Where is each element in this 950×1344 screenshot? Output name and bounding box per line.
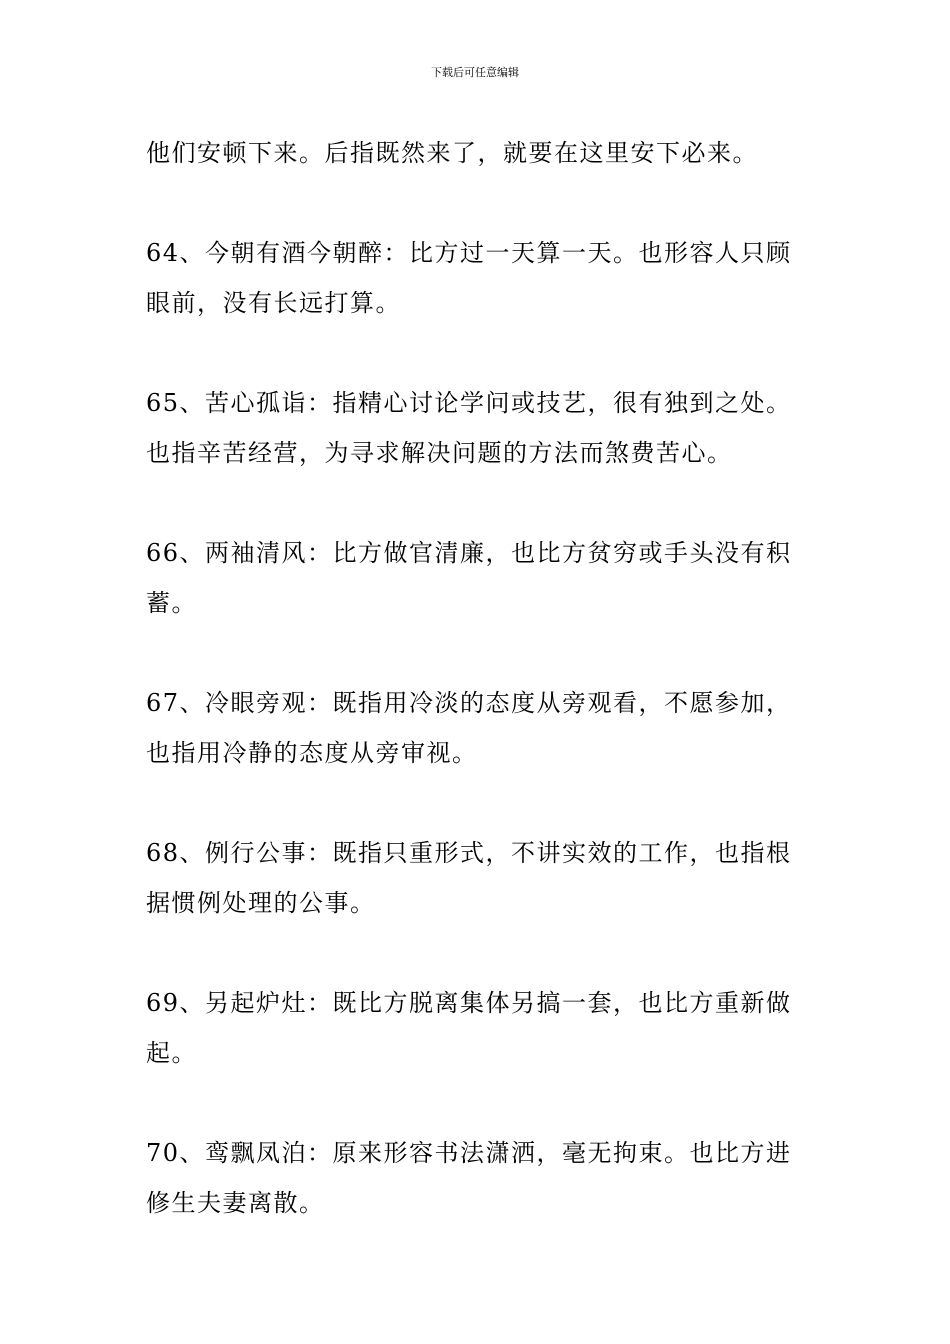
document-body [146,128,816,1278]
text-line: 他们安顿下来。后指既然来了，就要在这里安下必来。 [146,139,758,167]
text-line: 65、苦心孤诣：指精心讨论学问或技艺，很有独到之处。 [146,389,792,417]
text-line: 70、鸾飘凤泊：原来形容书法潇洒，毫无拘束。也比方进 [146,1139,792,1167]
paragraph-idiom-70 [146,1128,816,1228]
text-line: 67、冷眼旁观：既指用冷淡的态度从旁观看，不愿参加， [146,689,792,717]
text-line: 也指辛苦经营，为寻求解决问题的方法而煞费苦心。 [146,439,733,467]
paragraph-idiom-67 [146,678,816,778]
paragraph-idiom-65 [146,378,816,478]
page-header: 下载后可任意编辑 [431,66,519,79]
text-line: 64、今朝有酒今朝醉：比方过一天算一天。也形容人只顾 [146,239,792,267]
text-line: 修生夫妻离散。 [146,1189,325,1217]
text-line: 也指用冷静的态度从旁审视。 [146,739,478,767]
paragraph-idiom-69 [146,978,816,1078]
text-line: 66、两袖清风：比方做官清廉，也比方贫穷或手头没有积 [146,539,792,567]
paragraph-idiom-68 [146,828,816,928]
paragraph-idiom-64 [146,228,816,328]
text-line: 69、另起炉灶：既比方脱离集体另搞一套，也比方重新做 [146,989,792,1017]
text-line: 据惯例处理的公事。 [146,889,376,917]
paragraph-continuation [146,128,816,178]
text-line: 起。 [146,1039,197,1067]
text-line: 68、例行公事：既指只重形式，不讲实效的工作，也指根 [146,839,792,867]
text-line: 眼前，没有长远打算。 [146,289,401,317]
text-line: 蓄。 [146,589,197,617]
paragraph-idiom-66 [146,528,816,628]
